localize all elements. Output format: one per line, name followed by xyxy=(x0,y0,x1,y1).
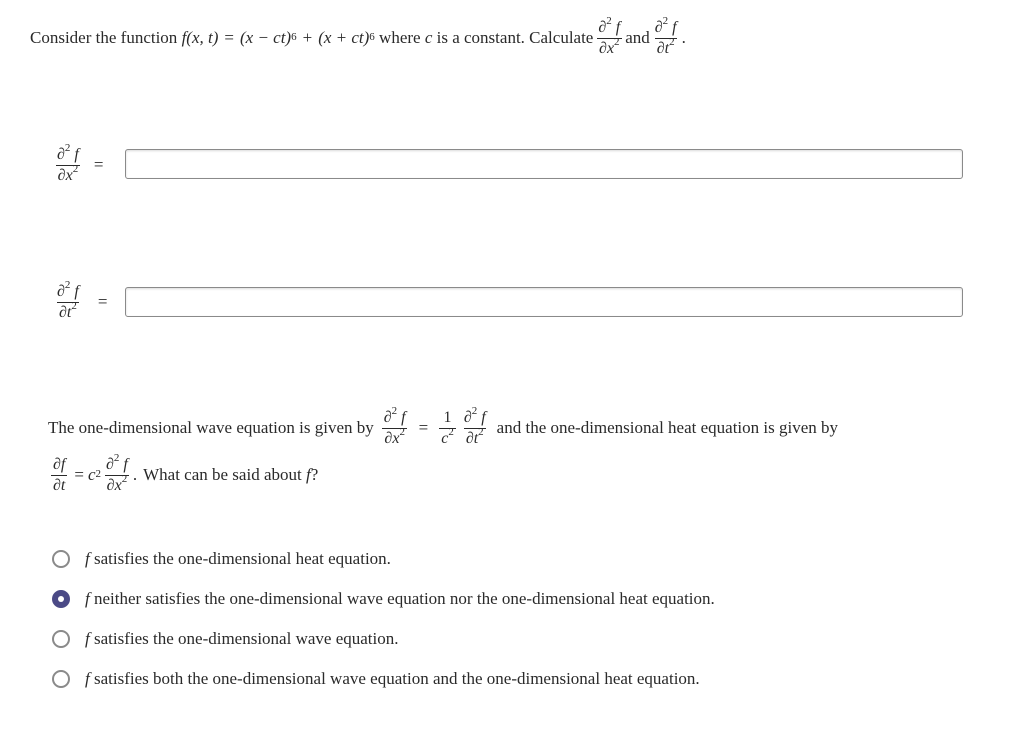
constant-var: c xyxy=(424,28,433,47)
equals-sign: = xyxy=(224,28,234,47)
fraction-d2f-dx2: $\frac{\partial^2 f}{\partial x^2}$ xyxy=(598,15,621,57)
question-intro: Consider the function xyxy=(30,28,178,47)
where-text: where xyxy=(374,28,425,47)
question-mark: ? xyxy=(310,465,319,484)
fraction-d2f-dt2: $\frac{\partial^2 f}{\partial t^2}$ xyxy=(654,15,677,57)
heat-equation-text: $\frac{\partial f}{\partial t}$ = c $^2$ $\frac{\partial^2 f}{\partial x^2}$ . What can be said about f ? xyxy=(53,452,319,494)
equals-sign-ftt: = xyxy=(97,292,108,311)
plus-sign: + xyxy=(302,28,313,47)
term-1: (x − ct) xyxy=(239,28,292,47)
radio-option-2[interactable] xyxy=(52,590,70,608)
fraction-fxx: $\frac{\partial^2 f}{\partial x^2}$ xyxy=(57,142,79,184)
wave-equation-text xyxy=(48,406,838,450)
function-args: (x, t) xyxy=(186,28,219,47)
question-text: Consider the function f (x, t) = (x − ct) $^6$ + (x + ct) $^6$ where c is a constant. Calculate $\frac{\partial^2 f}{\partial x^2}$ and $\frac{\partial^2 f}{\partial t^2}$ . xyxy=(30,15,686,57)
fraction-ftt: $\frac{\partial^2 f}{\partial t^2}$ xyxy=(57,279,79,321)
option-2-label[interactable]: f neither satisfies the one-dimensional wave equation nor the one-dimensional heat equation. xyxy=(85,589,715,608)
heat-c-coef: c xyxy=(87,465,96,484)
equals-sign-fxx: = xyxy=(93,155,104,174)
what-can-be-said: What can be said about xyxy=(143,465,302,484)
term-2: (x + ct) xyxy=(318,28,370,47)
heat-equals: = xyxy=(74,465,84,484)
heat-rhs-fraction: $\frac{\partial^2 f}{\partial x^2}$ xyxy=(106,452,128,494)
option-1-label[interactable]: f satisfies the one-dimensional heat equation. xyxy=(85,549,391,568)
wave-lhs-fraction: $\frac{\partial^2 f}{\partial x^2}$ xyxy=(383,405,406,447)
radio-option-1[interactable] xyxy=(52,550,70,568)
ftt-answer-input[interactable] xyxy=(125,287,963,317)
heat-lhs-fraction: $\frac{\partial f}{\partial t}$ xyxy=(53,455,66,494)
fxx-label xyxy=(52,143,103,187)
and-text: and xyxy=(625,28,650,47)
question-f: f xyxy=(305,465,311,484)
option-4-label[interactable]: f satisfies both the one-dimensional wave equation and the one-dimensional heat equation. xyxy=(85,669,700,688)
function-name: f xyxy=(181,28,187,47)
wave-rhs-fraction: $\frac{\partial^2 f}{\partial t^2}$ xyxy=(463,405,486,447)
heat-intro: and the one-dimensional heat equation is given by xyxy=(496,418,838,437)
fxx-answer-input[interactable] xyxy=(125,149,963,179)
radio-option-3[interactable] xyxy=(52,630,70,648)
period: . xyxy=(681,28,686,47)
wave-intro: The one-dimensional wave equation is given by xyxy=(48,418,374,437)
ftt-label xyxy=(52,280,107,324)
wave-equals: = xyxy=(418,418,429,437)
wave-one-over-c2: $\frac{1}{c^2}$ xyxy=(441,408,454,447)
heat-period: . xyxy=(132,465,138,484)
option-3-label[interactable]: f satisfies the one-dimensional wave equation. xyxy=(85,629,399,648)
radio-option-4[interactable] xyxy=(52,670,70,688)
constant-text: is a constant. Calculate xyxy=(432,28,594,47)
